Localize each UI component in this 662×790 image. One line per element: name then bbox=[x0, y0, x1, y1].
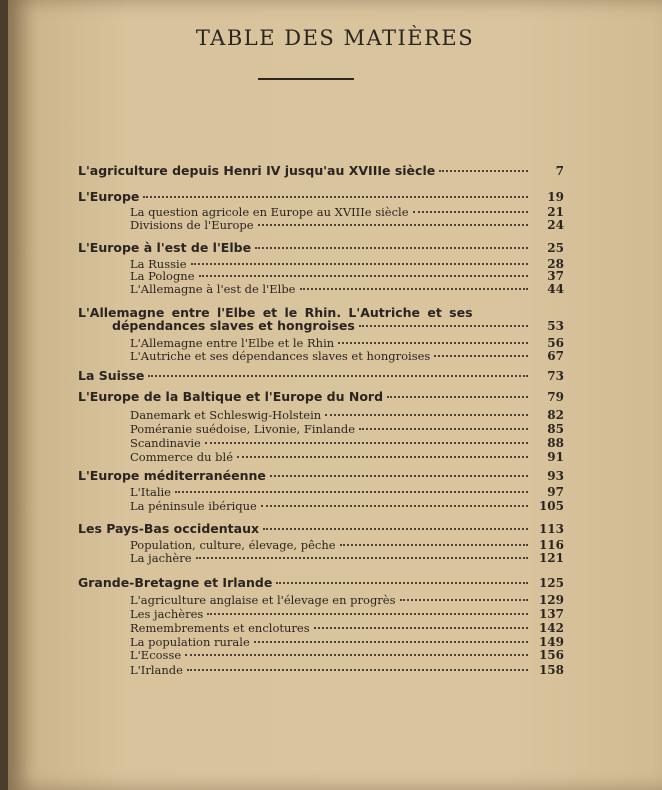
entry-page-number: 156 bbox=[538, 648, 564, 662]
entry-label: La péninsule ibérique bbox=[130, 499, 257, 513]
toc-subentry bbox=[130, 663, 564, 677]
entry-page-number: 56 bbox=[547, 336, 564, 350]
entry-page-number: 19 bbox=[547, 190, 564, 204]
entry-label: dépendances slaves et hongroises bbox=[112, 318, 355, 333]
toc-section-entry bbox=[78, 389, 564, 404]
entry-label: L'agriculture anglaise et l'élevage en progrès bbox=[130, 593, 396, 607]
dot-leader bbox=[359, 428, 528, 430]
entry-label: L'Allemagne à l'est de l'Elbe bbox=[130, 282, 296, 296]
entry-label: L'Europe bbox=[78, 189, 140, 204]
entry-label: La question agricole en Europe au XVIIIe siècle bbox=[130, 205, 409, 219]
entry-page-number: 28 bbox=[547, 257, 564, 271]
dot-leader bbox=[270, 475, 528, 477]
entry-label: La Suisse bbox=[78, 368, 145, 383]
entry-page-number: 125 bbox=[538, 576, 564, 590]
toc-section-entry bbox=[78, 189, 564, 204]
entry-page-number: 67 bbox=[547, 349, 564, 363]
dot-leader bbox=[205, 442, 528, 444]
entry-page-number: 91 bbox=[547, 450, 564, 464]
toc-subentry bbox=[130, 450, 564, 464]
book-page bbox=[8, 0, 662, 790]
entry-page-number: 44 bbox=[547, 282, 564, 296]
entry-label: La jachère bbox=[130, 551, 192, 565]
toc-subentry bbox=[130, 349, 564, 363]
entry-page-number: 137 bbox=[538, 607, 564, 621]
dot-leader bbox=[199, 275, 528, 277]
entry-page-number: 116 bbox=[538, 538, 564, 552]
toc-section-entry bbox=[78, 163, 564, 178]
entry-page-number: 158 bbox=[538, 663, 564, 677]
toc-subentry bbox=[130, 422, 564, 436]
toc-subentry bbox=[130, 269, 564, 283]
toc-subentry bbox=[130, 607, 564, 621]
dot-leader bbox=[143, 196, 528, 198]
dot-leader bbox=[258, 224, 528, 226]
entry-page-number: 149 bbox=[538, 635, 564, 649]
entry-label: L'Europe de la Baltique et l'Europe du Nord bbox=[78, 389, 384, 404]
entry-label: La Russie bbox=[130, 257, 187, 271]
entry-label: La Pologne bbox=[130, 269, 195, 283]
entry-page-number: 85 bbox=[547, 422, 564, 436]
entry-page-number: 121 bbox=[538, 551, 564, 565]
entry-page-number: 142 bbox=[538, 621, 564, 635]
entry-page-number: 88 bbox=[547, 436, 564, 450]
entry-label: Danemark et Schleswig-Holstein bbox=[130, 408, 322, 422]
dot-leader bbox=[261, 505, 528, 507]
dot-leader bbox=[148, 375, 528, 377]
toc-section-entry bbox=[112, 318, 564, 333]
toc-section-entry bbox=[78, 468, 564, 483]
toc-subentry bbox=[130, 485, 564, 499]
entry-page-number: 21 bbox=[547, 205, 564, 219]
table-of-contents bbox=[8, 0, 662, 790]
entry-page-number: 105 bbox=[538, 499, 564, 513]
dot-leader bbox=[338, 342, 528, 344]
dot-leader bbox=[325, 414, 528, 416]
entry-label: Commerce du blé bbox=[130, 450, 234, 464]
entry-label: L'Ecosse bbox=[130, 648, 182, 662]
entry-label: L'agriculture depuis Henri IV jusqu'au XVIIIe siècle bbox=[78, 163, 436, 178]
entry-label: La population rurale bbox=[130, 635, 250, 649]
dot-leader bbox=[400, 599, 528, 601]
entry-page-number: 37 bbox=[547, 269, 564, 283]
dot-leader bbox=[413, 211, 528, 213]
toc-subentry bbox=[130, 648, 564, 662]
dot-leader bbox=[439, 170, 528, 172]
dot-leader bbox=[263, 528, 528, 530]
entry-label: L'Allemagne entre l'Elbe et le Rhin bbox=[130, 336, 335, 350]
page-title: TABLE DES MATIÈRES bbox=[195, 26, 475, 50]
entry-label: Les jachères bbox=[130, 607, 204, 621]
dot-leader bbox=[340, 544, 528, 546]
entry-label: L'Italie bbox=[130, 485, 171, 499]
entry-label: Population, culture, élevage, pêche bbox=[130, 538, 336, 552]
entry-page-number: 113 bbox=[538, 522, 564, 536]
dot-leader bbox=[314, 627, 528, 629]
entry-label: L'Europe à l'est de l'Elbe bbox=[78, 240, 252, 255]
entry-label: Scandinavie bbox=[130, 436, 201, 450]
entry-page-number: 93 bbox=[547, 469, 564, 483]
dot-leader bbox=[276, 582, 528, 584]
dot-leader bbox=[207, 613, 528, 615]
entry-label: Les Pays-Bas occidentaux bbox=[78, 521, 260, 536]
toc-subentry bbox=[130, 436, 564, 450]
toc-subentry bbox=[130, 282, 564, 296]
toc-subentry bbox=[130, 408, 564, 422]
entry-page-number: 82 bbox=[547, 408, 564, 422]
toc-subentry bbox=[130, 551, 564, 565]
dot-leader bbox=[191, 263, 528, 265]
entry-page-number: 129 bbox=[538, 593, 564, 607]
toc-section-entry bbox=[78, 521, 564, 536]
entry-label: Poméranie suédoise, Livonie, Finlande bbox=[130, 422, 356, 436]
dot-leader bbox=[434, 355, 528, 357]
dot-leader bbox=[196, 557, 528, 559]
entry-page-number: 73 bbox=[547, 369, 564, 383]
entry-page-number: 25 bbox=[547, 241, 564, 255]
toc-subentry bbox=[130, 635, 564, 649]
toc-section-entry bbox=[78, 240, 564, 255]
toc-subentry bbox=[130, 621, 564, 635]
entry-page-number: 7 bbox=[555, 164, 564, 178]
toc-subentry bbox=[130, 593, 564, 607]
toc-subentry bbox=[130, 205, 564, 219]
dot-leader bbox=[254, 641, 528, 643]
entry-label: L'Europe méditerranéenne bbox=[78, 468, 266, 483]
dot-leader bbox=[359, 325, 528, 327]
entry-page-number: 53 bbox=[547, 319, 564, 333]
dot-leader bbox=[387, 396, 528, 398]
dot-leader bbox=[185, 654, 528, 656]
dot-leader bbox=[300, 288, 529, 290]
toc-subentry bbox=[130, 499, 564, 513]
toc-subentry bbox=[130, 538, 564, 552]
entry-label: L'Autriche et ses dépendances slaves et hongroises bbox=[130, 349, 431, 363]
entry-label: Remembrements et enclotures bbox=[130, 621, 310, 635]
dot-leader bbox=[175, 491, 528, 493]
dot-leader bbox=[255, 247, 528, 249]
dot-leader bbox=[237, 456, 528, 458]
entry-page-number: 97 bbox=[547, 485, 564, 499]
toc-subentry bbox=[130, 218, 564, 232]
dot-leader bbox=[187, 669, 528, 671]
toc-section-entry bbox=[78, 575, 564, 590]
entry-label: Divisions de l'Europe bbox=[130, 218, 254, 232]
entry-page-number: 24 bbox=[547, 218, 564, 232]
entry-label: L'Irlande bbox=[130, 663, 183, 677]
toc-section-entry bbox=[78, 368, 564, 383]
entry-label: L'Allemagne entre l'Elbe et le Rhin. L'Autriche et ses bbox=[78, 305, 473, 320]
toc-subentry bbox=[130, 336, 564, 350]
entry-label: Grande-Bretagne et Irlande bbox=[78, 575, 273, 590]
entry-page-number: 79 bbox=[547, 390, 564, 404]
